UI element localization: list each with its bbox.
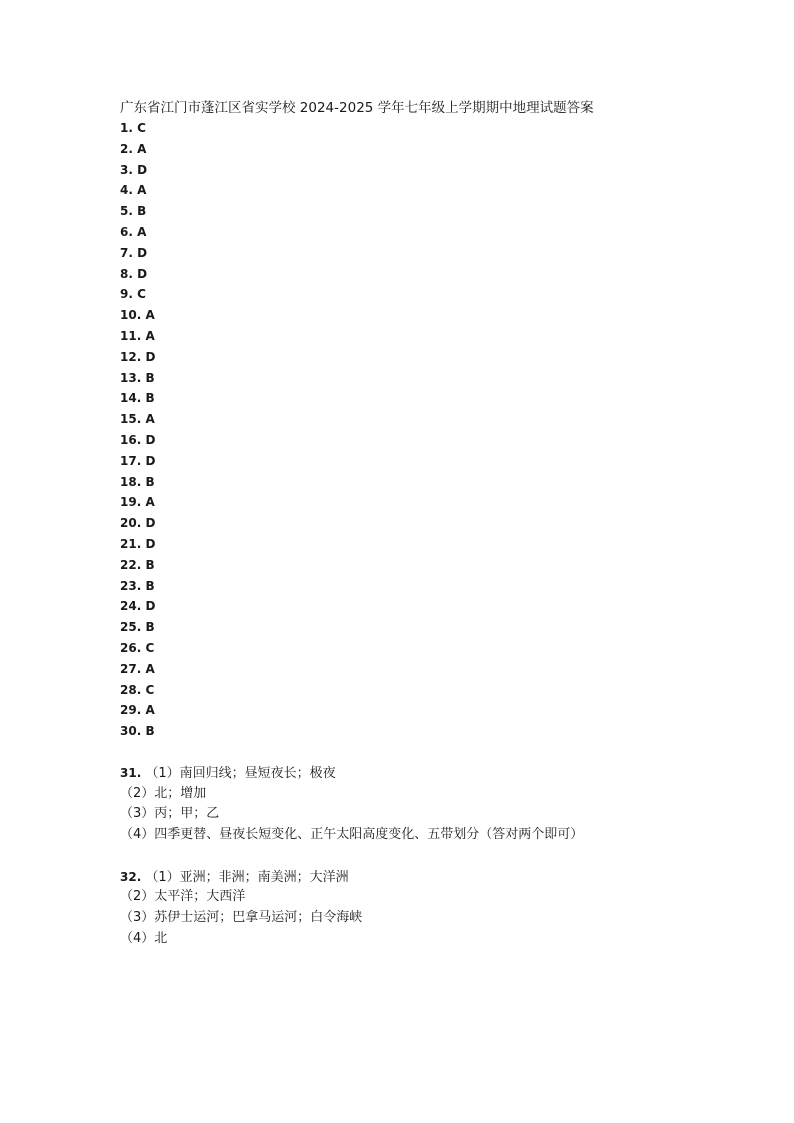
answer-line (120, 222, 720, 243)
answer-number: 22. (120, 557, 142, 572)
answer-number: 25. (120, 620, 142, 635)
answer-number: 5. (120, 204, 133, 219)
answer-choice: D (145, 453, 156, 468)
answer-number: 12. (120, 349, 142, 364)
answer-choice: C (137, 287, 146, 302)
answer-number: 13. (120, 370, 142, 385)
document-title: 广东省江门市蓬江区省实学校 2024-2025 学年七年级上学期期中地理试题答案 (120, 100, 594, 116)
answer-line (120, 326, 720, 347)
answer-choice: B (145, 557, 155, 572)
answer-number: 8. (120, 266, 133, 281)
question-32-part-3: （3）苏伊士运河；巴拿马运河；白令海峡 (120, 910, 363, 926)
answer-choice: D (137, 162, 148, 177)
document-page (120, 98, 720, 950)
answer-number: 11. (120, 328, 142, 343)
answer-number: 9. (120, 287, 133, 302)
answer-line (120, 118, 720, 139)
answer-choice: B (145, 578, 155, 593)
question-31-line-1 (120, 763, 720, 784)
answer-line (120, 139, 720, 160)
answer-line (120, 180, 720, 201)
choice-answer-list (120, 118, 720, 742)
answer-number: 28. (120, 682, 142, 697)
question-31-part-4: （4）四季更替、昼夜长短变化、正午太阳高度变化、五带划分（答对两个即可） (120, 827, 584, 843)
answer-choice: A (145, 661, 155, 676)
answer-number: 3. (120, 162, 133, 177)
answer-line (120, 430, 720, 451)
answer-line (120, 700, 720, 721)
answer-choice: A (137, 141, 147, 156)
answer-line (120, 576, 720, 597)
answer-line (120, 555, 720, 576)
answer-line (120, 243, 720, 264)
answer-number: 18. (120, 474, 142, 489)
answer-number: 1. (120, 121, 133, 135)
answer-number: 23. (120, 578, 142, 593)
answer-line (120, 638, 720, 659)
answer-line (120, 305, 720, 326)
answer-number: 10. (120, 308, 142, 323)
answer-choice: A (137, 224, 147, 239)
answer-number: 21. (120, 536, 142, 551)
answer-choice: D (137, 266, 148, 281)
question-32-part-4: （4）北 (120, 931, 168, 947)
spacer (120, 742, 720, 763)
answer-choice: B (145, 474, 155, 489)
answer-number: 6. (120, 224, 133, 239)
question-31 (120, 763, 720, 846)
answer-number: 19. (120, 495, 142, 510)
answer-choice: D (145, 599, 156, 614)
question-32-part-2: （2）太平洋；大西洋 (120, 889, 246, 905)
answer-number: 17. (120, 453, 142, 468)
answer-number: 30. (120, 724, 142, 739)
answer-choice: A (145, 412, 155, 427)
answer-number: 2. (120, 141, 133, 156)
question-32-part-1: （1）亚洲；非洲；南美洲；大洋洲 (145, 869, 349, 885)
answer-line (120, 472, 720, 493)
answer-line (120, 534, 720, 555)
answer-line (120, 388, 720, 409)
answer-choice: B (145, 724, 155, 739)
answer-choice: D (145, 432, 156, 447)
question-31-part-2: （2）北；增加 (120, 785, 207, 801)
answer-number: 20. (120, 516, 142, 531)
answer-choice: A (145, 495, 155, 510)
answer-choice: A (137, 183, 147, 198)
answer-number: 24. (120, 599, 142, 614)
answer-line (120, 264, 720, 285)
answer-line (120, 409, 720, 430)
answer-number: 7. (120, 245, 133, 260)
answer-line (120, 659, 720, 680)
answer-number: 4. (120, 183, 133, 198)
answer-choice: B (145, 391, 155, 406)
answer-choice: A (145, 328, 155, 343)
answer-number: 26. (120, 640, 142, 655)
answer-number: 16. (120, 432, 142, 447)
spacer (120, 846, 720, 867)
answer-number: 14. (120, 391, 142, 406)
question-31-part-3: （3）丙；甲；乙 (120, 806, 220, 822)
answer-choice: C (137, 121, 146, 135)
question-31-number: 31. (120, 765, 142, 780)
answer-choice: D (145, 516, 156, 531)
answer-line (120, 492, 720, 513)
answer-number: 15. (120, 412, 142, 427)
answer-line (120, 617, 720, 638)
answer-line (120, 284, 720, 305)
answer-choice: D (145, 536, 156, 551)
answer-line (120, 201, 720, 222)
answer-choice: B (145, 370, 155, 385)
question-32 (120, 867, 720, 950)
answer-choice: B (145, 620, 155, 635)
answer-line (120, 160, 720, 181)
answer-choice: C (145, 682, 155, 697)
answer-choice: A (145, 308, 155, 323)
answer-choice: D (145, 349, 156, 364)
answer-line (120, 347, 720, 368)
answer-line (120, 513, 720, 534)
answer-number: 27. (120, 661, 142, 676)
answer-line (120, 451, 720, 472)
answer-choice: A (145, 703, 155, 718)
question-31-part-1: （1）南回归线；昼短夜长；极夜 (145, 765, 336, 781)
answer-choice: D (137, 245, 148, 260)
question-32-line-1 (120, 867, 720, 888)
answer-choice: C (145, 640, 155, 655)
answer-line (120, 368, 720, 389)
answer-line (120, 680, 720, 701)
answer-choice: B (137, 204, 147, 219)
answer-number: 29. (120, 703, 142, 718)
answer-line (120, 721, 720, 742)
answer-line (120, 596, 720, 617)
question-32-number: 32. (120, 869, 142, 884)
